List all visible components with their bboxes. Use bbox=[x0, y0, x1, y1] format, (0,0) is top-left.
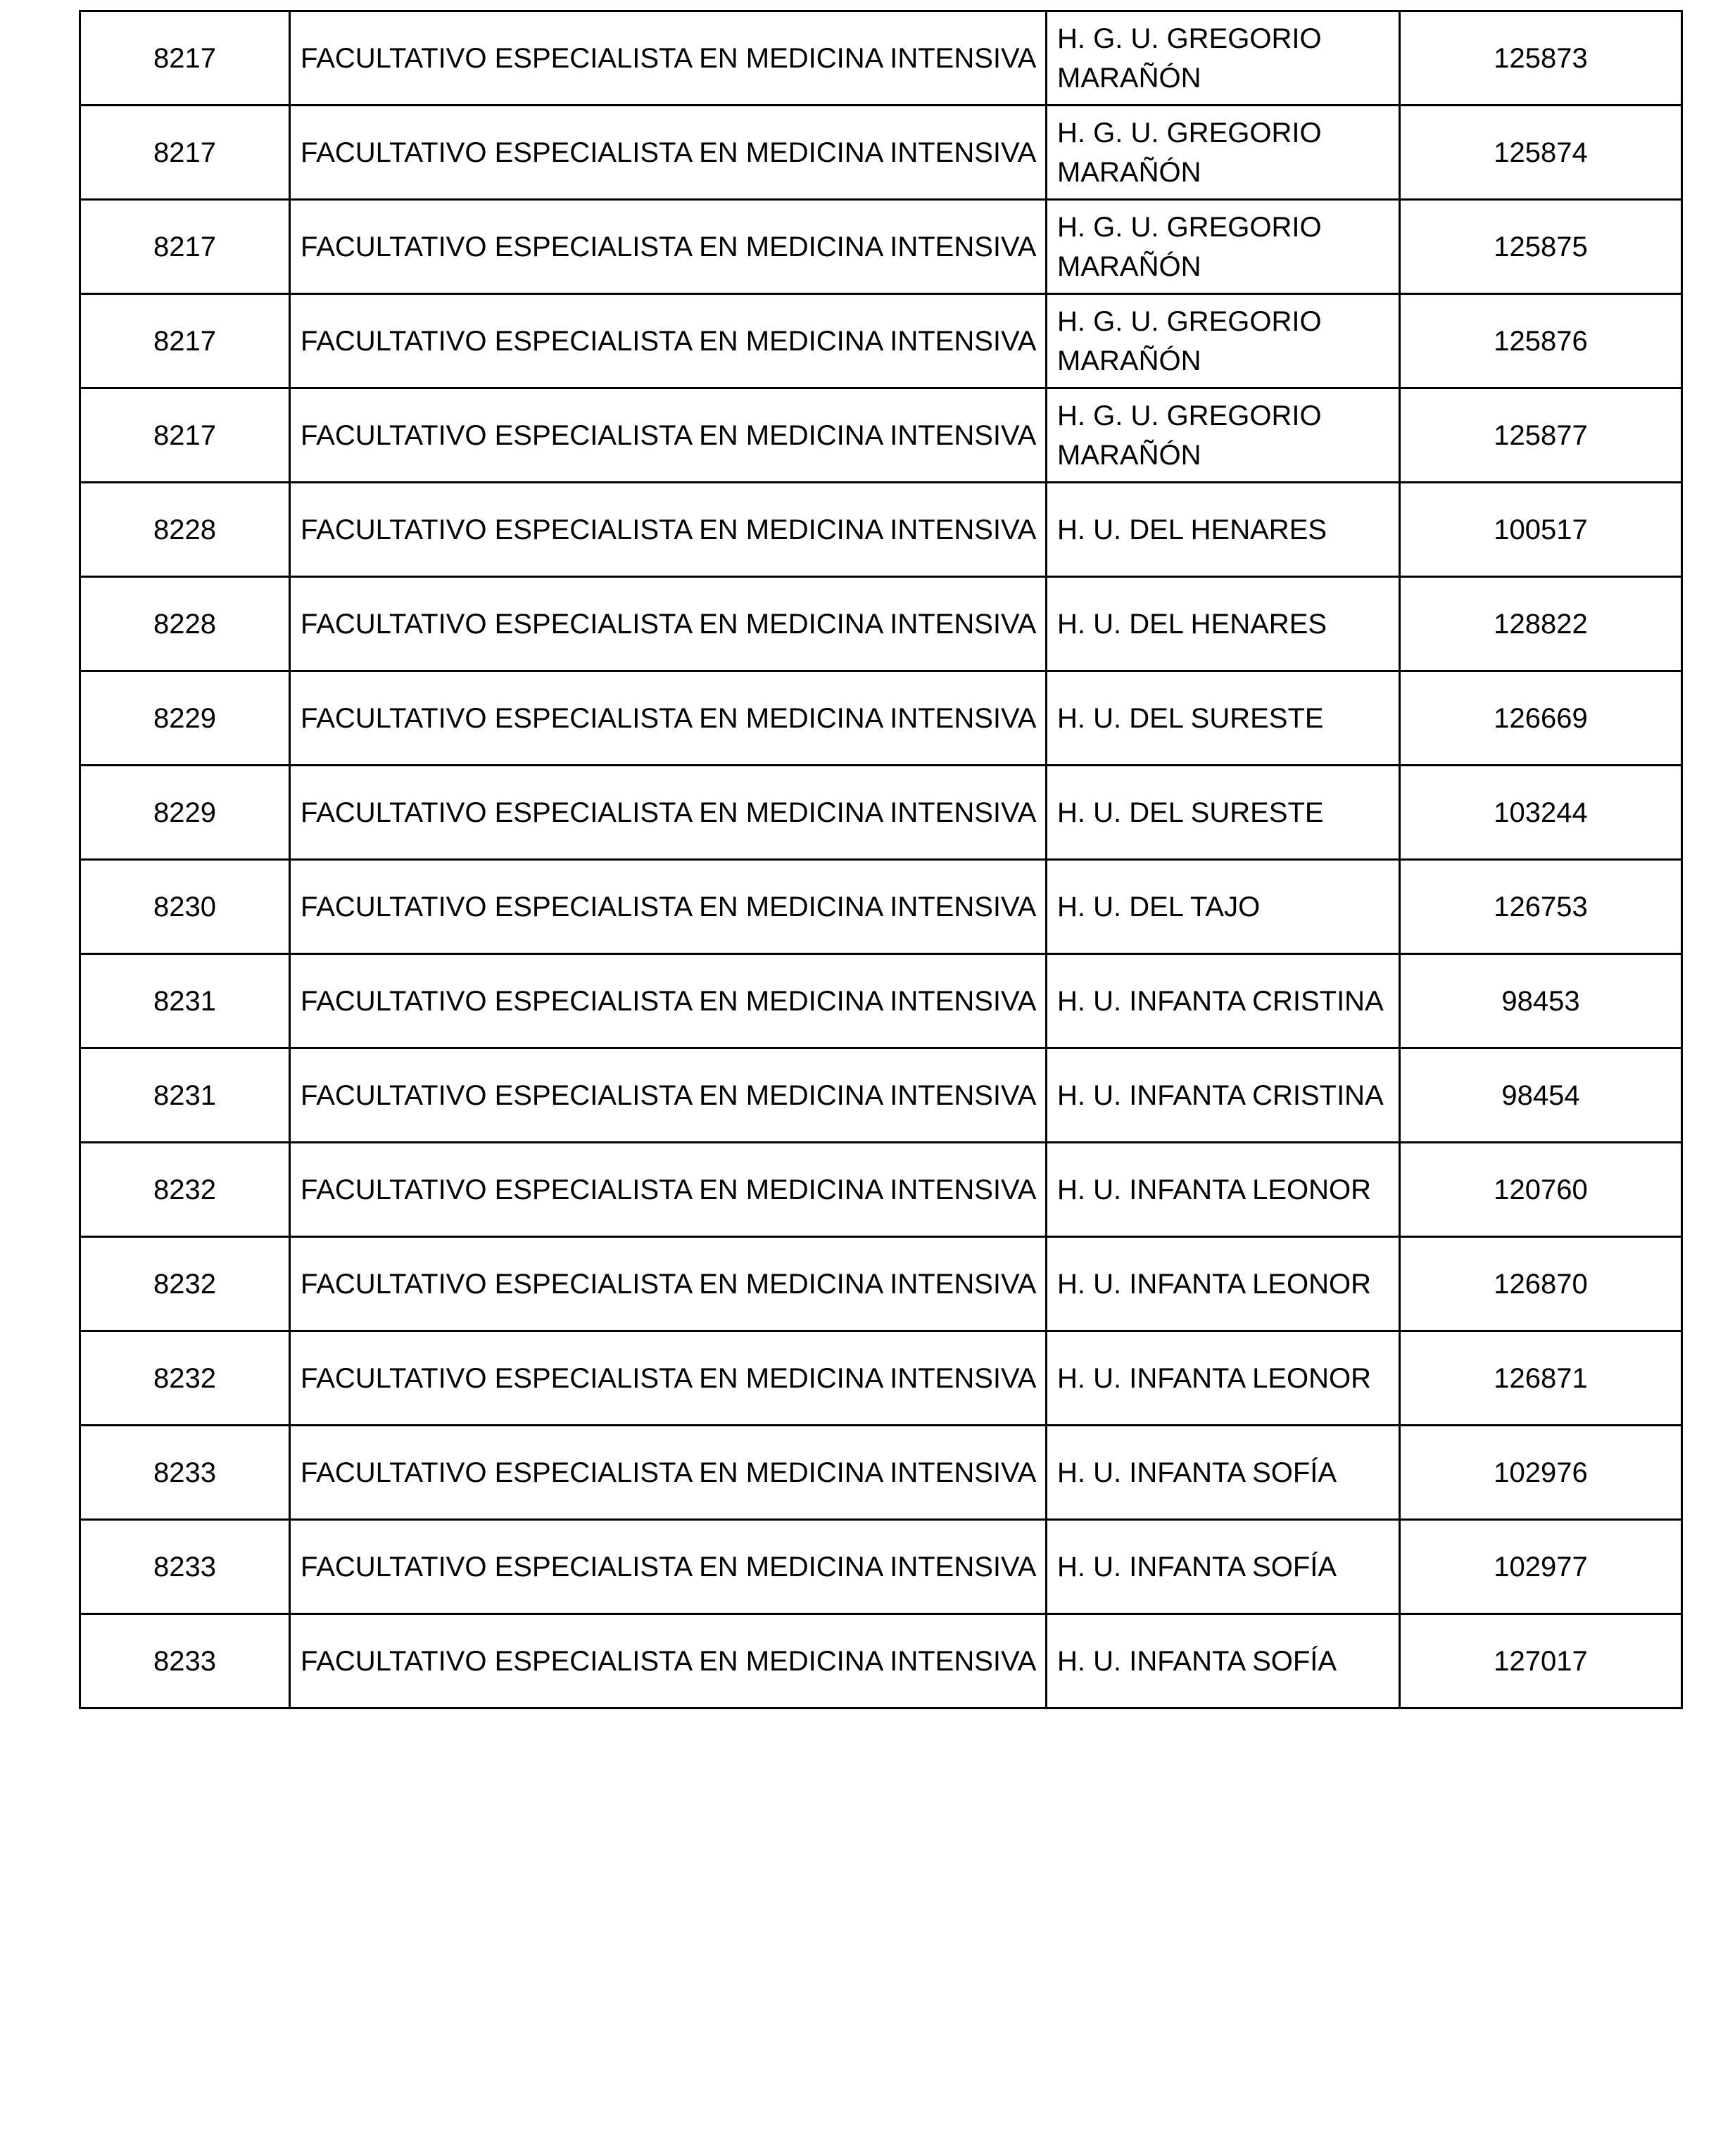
table-row bbox=[80, 577, 1682, 671]
cell-position-number: 126753 bbox=[1400, 860, 1682, 954]
table-row bbox=[80, 1331, 1682, 1426]
cell-category: FACULTATIVO ESPECIALISTA EN MEDICINA INTENSIVA bbox=[290, 954, 1047, 1048]
cell-hospital: H. U. DEL SURESTE bbox=[1047, 766, 1400, 860]
cell-position-number: 120760 bbox=[1400, 1143, 1682, 1237]
cell-code: 8231 bbox=[80, 1048, 290, 1143]
cell-category: FACULTATIVO ESPECIALISTA EN MEDICINA INTENSIVA bbox=[290, 860, 1047, 954]
cell-code: 8228 bbox=[80, 483, 290, 577]
cell-code: 8230 bbox=[80, 860, 290, 954]
cell-category: FACULTATIVO ESPECIALISTA EN MEDICINA INTENSIVA bbox=[290, 388, 1047, 483]
cell-category: FACULTATIVO ESPECIALISTA EN MEDICINA INTENSIVA bbox=[290, 1237, 1047, 1331]
table-row bbox=[80, 1520, 1682, 1614]
cell-category: FACULTATIVO ESPECIALISTA EN MEDICINA INTENSIVA bbox=[290, 200, 1047, 294]
table-row bbox=[80, 388, 1682, 483]
cell-position-number: 98454 bbox=[1400, 1048, 1682, 1143]
cell-position-number: 98453 bbox=[1400, 954, 1682, 1048]
cell-category: FACULTATIVO ESPECIALISTA EN MEDICINA INTENSIVA bbox=[290, 1048, 1047, 1143]
cell-position-number: 126669 bbox=[1400, 671, 1682, 766]
cell-position-number: 100517 bbox=[1400, 483, 1682, 577]
cell-category: FACULTATIVO ESPECIALISTA EN MEDICINA INTENSIVA bbox=[290, 483, 1047, 577]
table-row bbox=[80, 1143, 1682, 1237]
cell-hospital: H. G. U. GREGORIO MARAÑÓN bbox=[1047, 294, 1400, 388]
cell-category: FACULTATIVO ESPECIALISTA EN MEDICINA INTENSIVA bbox=[290, 1143, 1047, 1237]
cell-category: FACULTATIVO ESPECIALISTA EN MEDICINA INTENSIVA bbox=[290, 577, 1047, 671]
cell-position-number: 125876 bbox=[1400, 294, 1682, 388]
cell-position-number: 125875 bbox=[1400, 200, 1682, 294]
cell-code: 8217 bbox=[80, 106, 290, 200]
table-row bbox=[80, 1048, 1682, 1143]
cell-code: 8229 bbox=[80, 766, 290, 860]
cell-category: FACULTATIVO ESPECIALISTA EN MEDICINA INTENSIVA bbox=[290, 1614, 1047, 1708]
table-row bbox=[80, 860, 1682, 954]
cell-hospital: H. G. U. GREGORIO MARAÑÓN bbox=[1047, 388, 1400, 483]
cell-code: 8232 bbox=[80, 1237, 290, 1331]
cell-code: 8233 bbox=[80, 1426, 290, 1520]
table-row bbox=[80, 1614, 1682, 1708]
table-row bbox=[80, 671, 1682, 766]
table-row bbox=[80, 294, 1682, 388]
cell-code: 8217 bbox=[80, 388, 290, 483]
cell-code: 8217 bbox=[80, 11, 290, 106]
cell-hospital: H. G. U. GREGORIO MARAÑÓN bbox=[1047, 200, 1400, 294]
cell-hospital: H. U. INFANTA LEONOR bbox=[1047, 1237, 1400, 1331]
cell-hospital: H. U. INFANTA CRISTINA bbox=[1047, 1048, 1400, 1143]
cell-code: 8217 bbox=[80, 200, 290, 294]
cell-position-number: 127017 bbox=[1400, 1614, 1682, 1708]
table-row bbox=[80, 200, 1682, 294]
cell-hospital: H. U. DEL TAJO bbox=[1047, 860, 1400, 954]
cell-hospital: H. G. U. GREGORIO MARAÑÓN bbox=[1047, 106, 1400, 200]
cell-position-number: 125874 bbox=[1400, 106, 1682, 200]
cell-category: FACULTATIVO ESPECIALISTA EN MEDICINA INTENSIVA bbox=[290, 1520, 1047, 1614]
cell-position-number: 126870 bbox=[1400, 1237, 1682, 1331]
cell-category: FACULTATIVO ESPECIALISTA EN MEDICINA INTENSIVA bbox=[290, 766, 1047, 860]
cell-position-number: 126871 bbox=[1400, 1331, 1682, 1426]
cell-category: FACULTATIVO ESPECIALISTA EN MEDICINA INTENSIVA bbox=[290, 671, 1047, 766]
cell-category: FACULTATIVO ESPECIALISTA EN MEDICINA INTENSIVA bbox=[290, 1331, 1047, 1426]
cell-hospital: H. U. INFANTA CRISTINA bbox=[1047, 954, 1400, 1048]
table-row bbox=[80, 1426, 1682, 1520]
table-row bbox=[80, 11, 1682, 106]
cell-position-number: 125873 bbox=[1400, 11, 1682, 106]
positions-table-body bbox=[80, 11, 1682, 1708]
cell-hospital: H. U. DEL HENARES bbox=[1047, 577, 1400, 671]
cell-hospital: H. U. INFANTA LEONOR bbox=[1047, 1143, 1400, 1237]
cell-position-number: 102976 bbox=[1400, 1426, 1682, 1520]
cell-hospital: H. U. DEL SURESTE bbox=[1047, 671, 1400, 766]
cell-hospital: H. G. U. GREGORIO MARAÑÓN bbox=[1047, 11, 1400, 106]
cell-code: 8233 bbox=[80, 1520, 290, 1614]
positions-table bbox=[79, 10, 1683, 1709]
cell-code: 8231 bbox=[80, 954, 290, 1048]
table-row bbox=[80, 1237, 1682, 1331]
cell-position-number: 102977 bbox=[1400, 1520, 1682, 1614]
table-row bbox=[80, 483, 1682, 577]
table-row bbox=[80, 766, 1682, 860]
cell-hospital: H. U. INFANTA LEONOR bbox=[1047, 1331, 1400, 1426]
cell-code: 8228 bbox=[80, 577, 290, 671]
table-row bbox=[80, 954, 1682, 1048]
cell-position-number: 125877 bbox=[1400, 388, 1682, 483]
cell-position-number: 128822 bbox=[1400, 577, 1682, 671]
cell-hospital: H. U. DEL HENARES bbox=[1047, 483, 1400, 577]
cell-category: FACULTATIVO ESPECIALISTA EN MEDICINA INTENSIVA bbox=[290, 106, 1047, 200]
cell-category: FACULTATIVO ESPECIALISTA EN MEDICINA INTENSIVA bbox=[290, 1426, 1047, 1520]
cell-code: 8217 bbox=[80, 294, 290, 388]
cell-position-number: 103244 bbox=[1400, 766, 1682, 860]
cell-code: 8233 bbox=[80, 1614, 290, 1708]
cell-code: 8232 bbox=[80, 1331, 290, 1426]
cell-hospital: H. U. INFANTA SOFÍA bbox=[1047, 1426, 1400, 1520]
cell-hospital: H. U. INFANTA SOFÍA bbox=[1047, 1614, 1400, 1708]
cell-hospital: H. U. INFANTA SOFÍA bbox=[1047, 1520, 1400, 1614]
cell-category: FACULTATIVO ESPECIALISTA EN MEDICINA INTENSIVA bbox=[290, 11, 1047, 106]
cell-code: 8232 bbox=[80, 1143, 290, 1237]
cell-code: 8229 bbox=[80, 671, 290, 766]
cell-category: FACULTATIVO ESPECIALISTA EN MEDICINA INTENSIVA bbox=[290, 294, 1047, 388]
table-row bbox=[80, 106, 1682, 200]
